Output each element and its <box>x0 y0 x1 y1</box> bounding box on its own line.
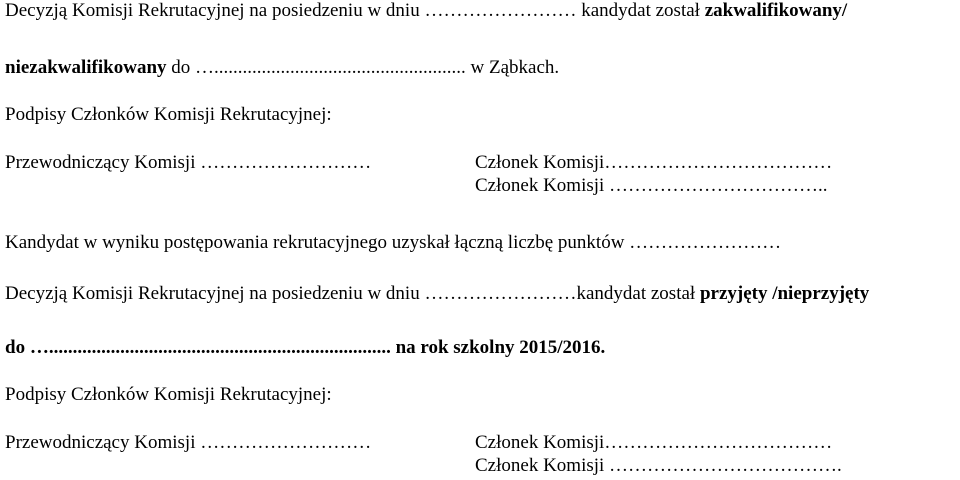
section2-decision-text: Decyzją Komisji Rekrutacyjnej na posiedzeniu w dniu ……………………kandydat został <box>5 283 700 304</box>
section2-chairman-signature: Przewodniczący Komisji ……………………… <box>5 432 372 453</box>
section1-decision-result-cont: niezakwalifikowany <box>5 57 167 78</box>
section2-decision-line1 <box>5 283 869 305</box>
section1-decision-place: do …..................................................... w Ząbkach. <box>166 57 560 78</box>
section2-member1-signature: Członek Komisji……………………………… <box>475 432 833 453</box>
section2-signatures-heading: Podpisy Członków Komisji Rekrutacyjnej: <box>5 384 332 405</box>
points-line: Kandydat w wyniku postępowania rekrutacyjnego uzyskał łączną liczbę punktów …………………… <box>5 232 782 253</box>
section1-decision-text: Decyzją Komisji Rekrutacyjnej na posiedzeniu w dniu …………………… kandydat został <box>5 0 705 21</box>
section2-member2-signature: Członek Komisji ………………………………. <box>475 455 842 476</box>
section1-chairman-signature: Przewodniczący Komisji ……………………… <box>5 152 372 173</box>
section2-decision-result: przyjęty /nieprzyjęty <box>699 283 870 304</box>
section1-decision-result: zakwalifikowany/ <box>704 0 848 21</box>
section1-member1-signature: Członek Komisji……………………………… <box>475 152 833 173</box>
section1-decision-line1 <box>5 0 847 22</box>
section1-signatures-heading: Podpisy Członków Komisji Rekrutacyjnej: <box>5 104 332 125</box>
section1-member2-signature: Członek Komisji …………………………….. <box>475 175 828 196</box>
section1-decision-line2 <box>5 57 559 79</box>
section2-decision-line2: do …........................................................................ na rok szkolny 2015/2016. <box>5 337 606 358</box>
